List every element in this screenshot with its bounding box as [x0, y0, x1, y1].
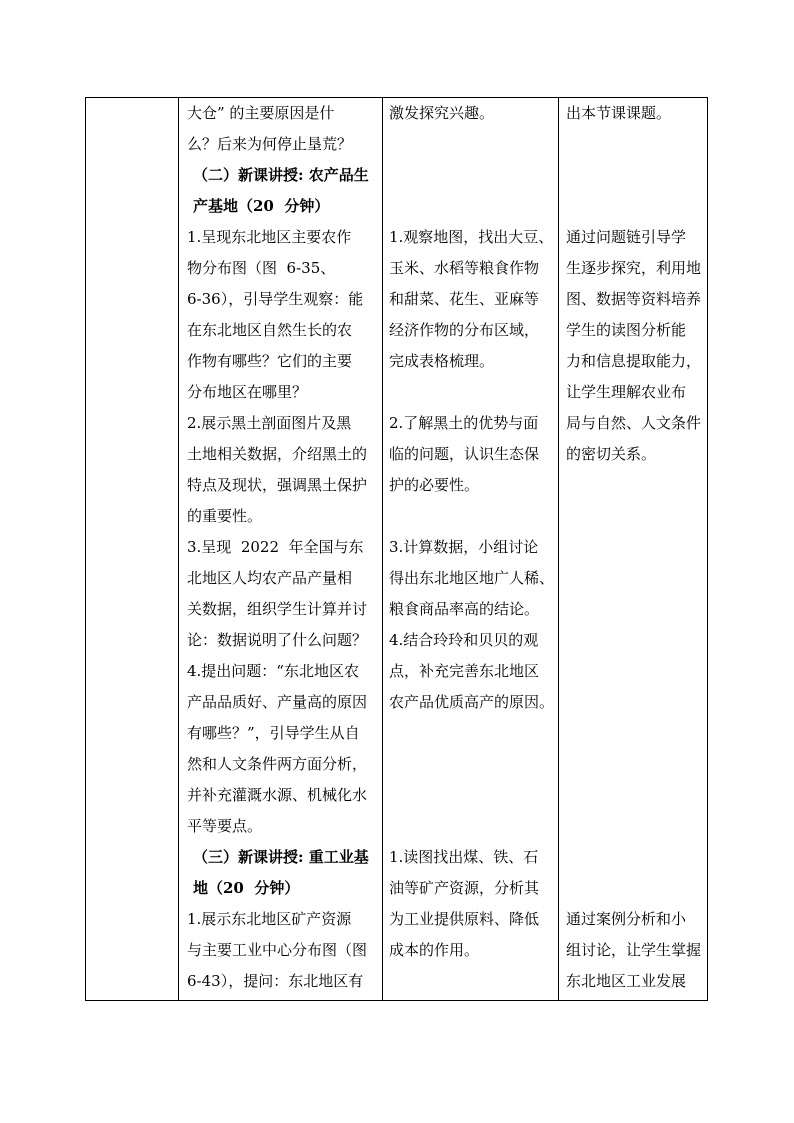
section-heading-agriculture: （二）新课讲授: 农产品生 产基地（20 分钟） [193, 166, 369, 215]
student-activity-cell [389, 98, 561, 1000]
teacher-activity-paragraph: 2.展示黑土剖面图片及黑 土地相关数据，介绍黑土的 特点及现状，强调黑土保护 的重要性。 [187, 414, 368, 525]
column-divider [178, 98, 179, 1000]
teacher-activity-paragraph: 3.呈现 2022 年全国与东 北地区人均农产品产量相 关数据，组织学生计算并讨 论：数据说明了什么问题？ [187, 538, 368, 649]
section-heading-industry: （三）新课讲授: 重工业基 地（20 分钟） [193, 848, 369, 897]
teacher-activity-paragraph: 大仓” 的主要原因是什 么？后来为何停止垦荒？ [187, 104, 353, 153]
student-activity-paragraph: 2.了解黑土的优势与面 临的问题，认识生态保 护的必要性。 [389, 414, 540, 494]
student-activity-paragraph: 1.观察地图，找出大豆、 玉米、水稻等粮食作物 和甜菜、花生、亚麻等 经济作物的分布区域， 完成表格梳理。 [389, 228, 554, 370]
teacher-activity-paragraph: 1.展示东北地区矿产资源 与主要工业中心分布图（图 6-43），提问：东北地区有 [187, 910, 368, 990]
lesson-plan-table [85, 97, 708, 1001]
column-1-cell [86, 98, 178, 1000]
student-activity-paragraph: 3.计算数据，小组讨论 得出东北地区地广人稀、 粮食商品率高的结论。 [389, 538, 555, 618]
teacher-activity-paragraph: 4.提出问题：“东北地区农 产品品质好、产量高的原因 有哪些？”，引导学生从自 然和人文条件两方面分析， 并补充灌溉水源、机械化水 平等要点。 [187, 662, 368, 835]
design-intent-paragraph: 出本节课课题。 [566, 104, 672, 122]
design-intent-paragraph: 通过问题链引导学 生逐步探究，利用地 图、数据等资料培养 学生的读图分析能 力和信息提取能力， 让学生理解农业布 局与自然、人文条件 的密切关系。 [566, 228, 702, 463]
student-activity-paragraph: 激发探究兴趣。 [389, 104, 495, 122]
student-activity-paragraph: 4.结合玲玲和贝贝的观 点，补充完善东北地区 农产品优质高产的原因。 [389, 631, 555, 711]
design-intent-paragraph: 通过案例分析和小 组讨论，让学生掌握 东北地区工业发展 [566, 910, 702, 990]
student-activity-paragraph: 1.读图找出煤、铁、石 油等矿产资源，分析其 为工业提供原料、降低 成本的作用。 [389, 848, 540, 959]
teacher-activity-cell [187, 98, 381, 1000]
design-intent-cell [566, 98, 709, 1000]
column-divider [382, 98, 383, 1000]
teacher-activity-paragraph: 1.呈现东北地区主要农作 物分布图（图 6-35、 6-36），引导学生观察：能 在东北地区自然生长的农 作物有哪些？它们的主要 分布地区在哪里？ [187, 228, 364, 401]
